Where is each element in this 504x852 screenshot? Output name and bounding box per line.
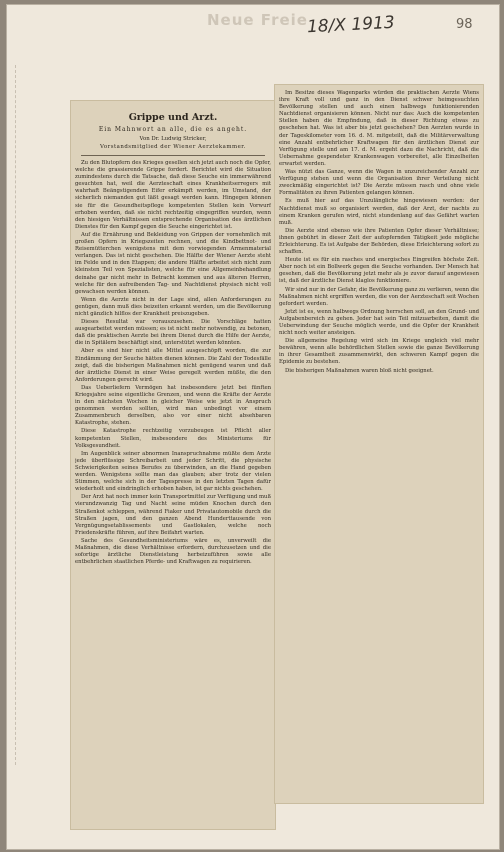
binding-edge <box>15 65 19 765</box>
paragraph: Im Besitze dieses Wagenparks würden die praktischen Aerzte Wiens ihre Kraft voll und ganz in den Dienst schwer heimgesuchten Bevölkerung stellen und auch einen halbwegs funktionierenden Nachtdienst organisieren können. Nicht nur das: Auch die kompetenten Stellen haben die Empfindung, daß in dieser Richtung etwas zu geschehen hat. Was ist aber bis jetzt geschehen? Den Aerzten wurde in der Tageskilometer vom 16. d. M. mitgeteilt, daß die Militärverwaltung eine Anzahl entbehrlicher Kraftwagen für den ärztlichen Dienst zur Verfügung stelle und am 17. d. M. ergeht dazu die Nachricht, daß die Uebernahme gespendeter Krankenwagen vorbereitet, alle Einzelheiten erwartet werden. <box>279 90 479 167</box>
paragraph: Diese Katastrophe rechtzeitig vorzubeugen ist Pflicht aller kompetenten Stellen, insbesondere des Ministeriums für Volksgesundheit. <box>75 428 271 449</box>
clipping-left-column <box>70 100 276 830</box>
article-byline: Von Dr. Ludwig Stricker, <box>139 136 207 142</box>
paragraph: Die Aerzte sind ebenso wie ihre Patienten Opfer dieser Verhältnisse; ihnen gebührt in dieser Zeit der aufopfernden Tätigkeit jede mögliche Erleichterung. Es ist Aufgabe der Behörden, diese Erleichterung sofort zu schaffen. <box>279 227 479 256</box>
paragraph: Jetzt ist es, wenn halbwegs Ordnung herrschen soll, an den Grund- und Aufgabenbereich zu gehen. Jeder hat sein Teil mitzuarbeiten, damit die Ueberwindung der Seuche möglich werde, und die Opfer der Krankheit nicht noch weiter ansteigen. <box>279 308 479 337</box>
paragraph: Was nützt das Ganze, wenn die Wagen in unzureichender Anzahl zur Verfügung stehen und wenn die Organisation ihrer Verteilung nicht zweckmäßig eingerichtet ist? Die Aerzte müssen rasch und ohne viele Formalitäten zu ihren Patienten gelangen können. <box>279 169 479 197</box>
paragraph: Aber es sind hier nicht alle Mittel ausgeschöpft worden, die zur Eindämmung der Seuche hätten dienen können. Die Zahl der Todesfälle zeigt, daß die bisherigen Maßnahmen nicht genügend waren und daß der ärztliche Dienst in einer Weise geregelt werden müßte, die den Anforderungen gerecht wird. <box>75 348 271 383</box>
paragraph: Die allgemeine Regelung wird sich im Kriege ungleich viel mehr bewähren, wenn alle behördlichen Stellen sowie die ganze Bevölkerung in ihrer Gesamtheit zusammenwirkt, den schweren Kampf gegen die Epidemie zu bestehen. <box>279 338 479 366</box>
right-column-text <box>279 90 479 800</box>
paragraph: Auf die Ernährung und Bekleidung von Grippen der vornehmlich mit großen Opfern in Kriegszeiten rechnen, und die Kindbettnot- und Reisemütterchen wenigstens mit dem vorwiegenden Armenmaterial verlangen. Das ist nicht geschehen. Die Hälfte der Wiener Aerzte steht im Felde und in den Etappen; die andere Hälfte arbeitet sich nicht zum kleinsten Teil von Spezialisten, welche für eine Allgemeinbehandlung deinahe gar nicht mehr in Betracht kommen und aus älteren Herren, welche für den aufreibenden Tag- und Nachtdienst physisch nicht voll gewachsen werden können. <box>75 231 271 295</box>
handwritten-date: 18/X 1913 <box>306 12 396 38</box>
paragraph: Das Ueberliefern Vermögen hat insbesondere jetzt bei fünften Kriegsjahre seine eigentliche Grenzen, und wenn die Kräfte der Aerzte in den nächsten Wochen in gleicher Weise wie jetzt in Anspruch genommen werden sollten, wird man unbedingt vor einem Zusammenbruch derselben, also vor einer nicht absehbaren Katastrophe, stehen. <box>75 384 271 427</box>
article-subtitle: Ein Mahnwort an alle, die es angeht. <box>98 126 248 133</box>
paragraph: Wir sind nur in der Gefahr, die Bevölkerung ganz zu verlieren, wenn die Maßnahmen nicht ergriffen werden, die von der Aerzteschaft seit Wochen gefordert werden. <box>279 286 479 307</box>
paragraph: Es muß hier auf das Unzulängliche hingewiesen werden: der Nachtdienst muß so organisiert werden, daß der Arzt, der nachts zu einem Kranken gerufen wird, nicht stundenlang auf das Gefährt warten muß. <box>279 198 479 226</box>
clipping-right-column <box>274 84 484 804</box>
paragraph: Im Augenblick seiner abnormen Inanspruchnahme müßte dem Arzte jede überflüssige Schreibarbeit und jeder Schritt, die physische Schwierigkeiten seines Berufes zu überwinden, an die Hand gegeben werden. Wenigstens sollte man das glauben; aber trotz der vielen Stimmen, welche sich in der Tagespresse in den letzten Tagen dafür wiederholt und eindringlich erhoben haben, ist gar nichts geschehen. <box>75 450 271 493</box>
paragraph: Heute ist es für ein rasches und energisches Eingreifen höchste Zeit. Aber noch ist ein Bollwerk gegen die Seuche vorhanden. Der Mensch hat gesehen, daß die Bevölkerung jetzt mehr als je zuvor darauf angewiesen ist, daß der ärztliche Dienst klaglos funktioniere. <box>279 257 479 285</box>
paragraph: Die bisherigen Maßnahmen waren bloß nicht geeignet. <box>285 367 434 374</box>
paragraph: Sache des Gesundheitsministeriums wäre es, unverweilt die Maßnahmen, die diese Verhältnisse erfordern, durchzusetzen und die sofortige ärztliche Dienstleistung herbeizuführen sowie alle entbehrlichen staatlichen Pferde- und Kraftwagen zu requirieren. <box>75 537 271 566</box>
article-title: Grippe und Arzt. <box>128 112 218 123</box>
paragraph: Zu den Blutopfern des Krieges gesellen sich jetzt auch noch die Opfer, welche die grassierende Grippe fordert. Berichtet wird die Situation zumindestens durch die Tatsache, daß diese Seuche ein immerwährend gesuchten hat, weil die Aerzteschaft eines Krankheitserregers mit wahrhaft Beängstigendem Eifer erkämpft werden, im Umstand, der sicherlich niemanden gut läßt gesagt werden kann. Hingegen können sie für die Gesundheitspflege kompetenten Stellen kein Vorwurf erhoben werden, daß sie nicht rechtzeitig eingegriffen wurden, wenn den hiesigen Verhältnissen entsprechende Organisation des ärztlichen Dienstes für den Kampf gegen die Seuche eingerichtet ist. <box>75 160 271 230</box>
paragraph: Der Arzt hat noch immer kein Transportmittel zur Verfügung und muß vierundzwanzig Tag und Nacht seine müden Knochen durch den Straßenkot schleppen, während Fiaker und Privatautomobile durch die Straßen jagen, und den ganzen Abend Hunderttausende von Vergnügungsetablissements und Gastlokalen, welche noch Friedenskräfte führen, auf ihre Beifahrt warten. <box>75 494 271 536</box>
article-affiliation: Vorstandsmitglied der Wiener Aerztekammer. <box>99 144 246 150</box>
page-number: 98 <box>456 17 473 32</box>
newspaper-stamp: Neue Freie <box>207 11 308 29</box>
paragraph: Wenn die Aerzte nicht in der Lage sind, allen Anforderungen zu genügen, dann muß dies beizeiten erkannt werden, um die Bevölkerung nicht gänzlich hilflos der Krankheit preiszugeben. <box>75 296 271 317</box>
left-column-text <box>75 104 271 826</box>
paragraph: Dieses Resultat war vorauszusehen. Die Vorschläge hatten ausgearbeitet werden müssen; es ist nicht mehr notwendig, zu betonen, daß die praktischen Aerzte bei ihrem Dienst durch die Hilfe der Aerzte, die in Spitälern beschäftigt sind, unterstützt werden könnten. <box>75 319 271 347</box>
title-rule <box>81 155 265 156</box>
